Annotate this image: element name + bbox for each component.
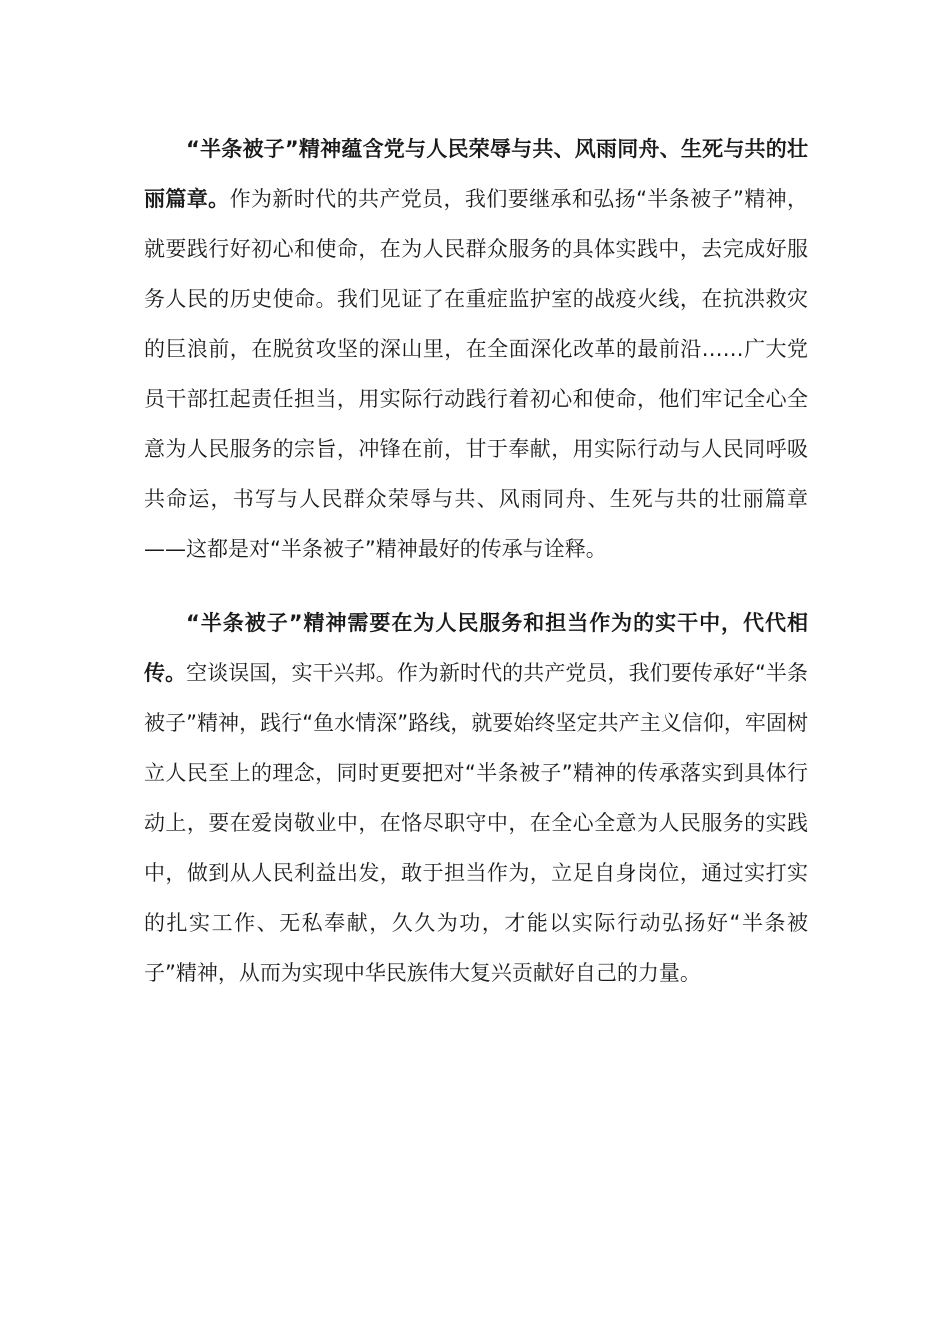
paragraph-1-lead: “半条被子”精神蕴含党与人民荣辱与共、风雨同舟、生死与共的壮丽篇章。 [144, 137, 808, 211]
document-body [144, 124, 808, 998]
paragraph-2 [144, 598, 808, 998]
paragraph-1 [144, 124, 808, 574]
paragraph-1-text: 作为新时代的共产党员，我们要继承和弘扬“半条被子”精神，就要践行好初心和使命，在为人民群众服务的具体实践中，去完成好服务人民的历史使命。我们见证了在重症监护室的战疫火线，在抗洪救灾的巨浪前，在脱贫攻坚的深山里，在全面深化改革的最前沿……广大党员干部扛起责任担当，用实际行动践行着初心和使命，他们牢记全心全意为人民服务的宗旨，冲锋在前，甘于奉献，用实际行动与人民同呼吸共命运，书写与人民群众荣辱与共、风雨同舟、生死与共的壮丽篇章——这都是对“半条被子”精神最好的传承与诠释。 [144, 187, 809, 561]
paragraph-2-lead: “半条被子”精神需要在为人民服务和担当作为的实干中，代代相传。 [144, 611, 808, 685]
paragraph-2-text: 空谈误国，实干兴邦。作为新时代的共产党员，我们要传承好“半条被子”精神，践行“鱼水情深”路线，就要始终坚定共产主义信仰，牢固树立人民至上的理念，同时更要把对“半条被子”精神的传承落实到具体行动上，要在爱岗敬业中，在恪尽职守中，在全心全意为人民服务的实践中，做到从人民利益出发，敢于担当作为，立足自身岗位，通过实打实的扎实工作、无私奉献，久久为功，才能以实际行动弘扬好“半条被子”精神，从而为实现中华民族伟大复兴贡献好自己的力量。 [144, 661, 808, 985]
